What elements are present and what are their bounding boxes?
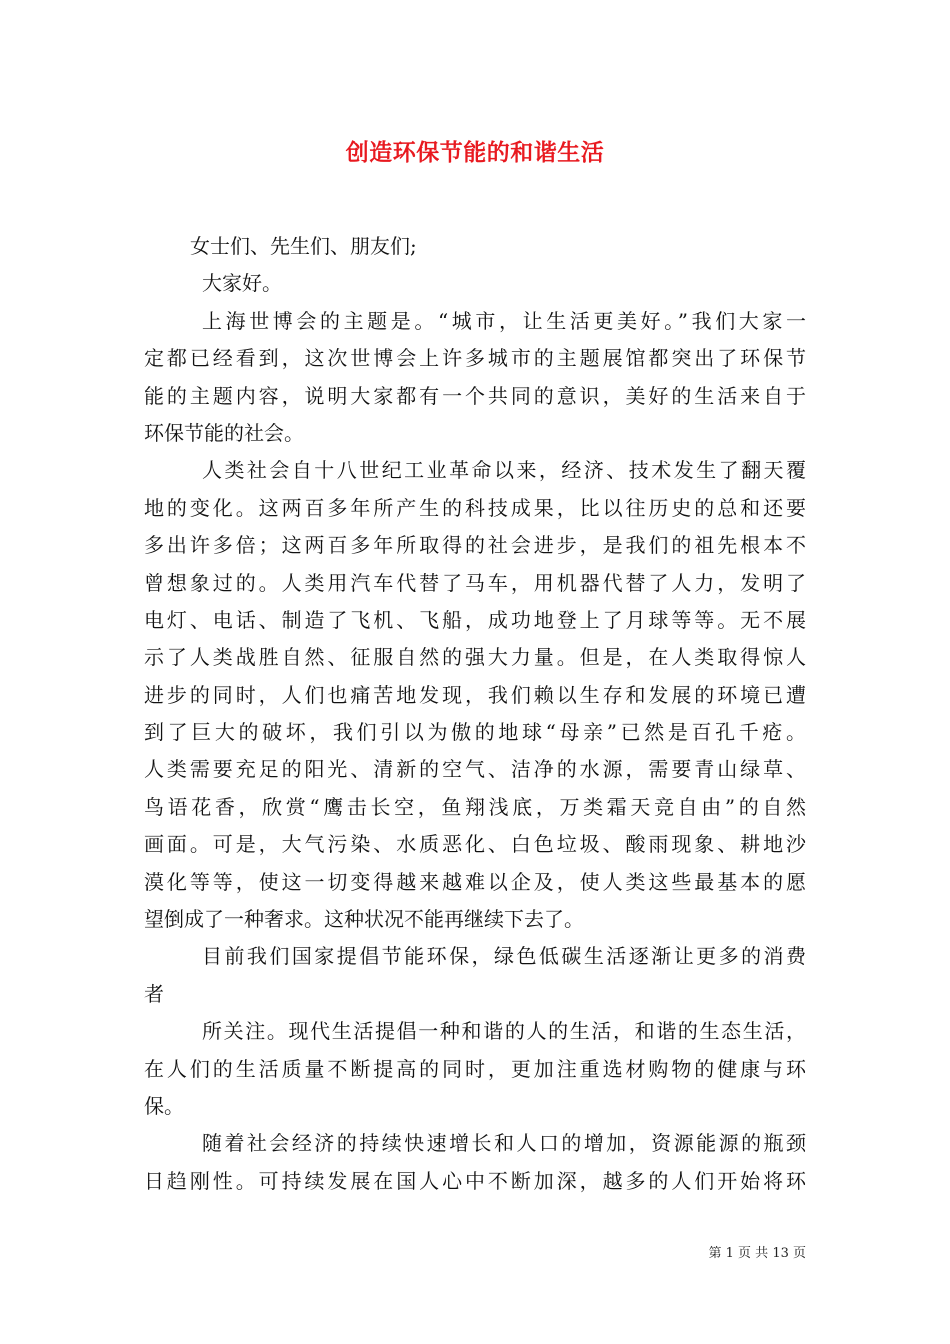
- body-line: 定都已经看到，这次世博会上许多城市的主题展馆都突出了环保节: [144, 346, 806, 371]
- body-line: 保。: [144, 1093, 184, 1118]
- body-line: 画面。可是，大气污染、水质恶化、白色垃圾、酸雨现象、耕地沙: [144, 832, 806, 857]
- body-line: 多出许多倍；这两百多年所取得的社会进步，是我们的祖先根本不: [144, 533, 806, 558]
- document-title: 创造环保节能的和谐生活: [345, 139, 605, 166]
- page-number: 第 1 页 共 13 页: [708, 1246, 806, 1261]
- body-line: 地的变化。这两百多年所产生的科技成果，比以往历史的总和还要: [144, 495, 806, 520]
- body-line: 电灯、电话、制造了飞机、飞船，成功地登上了月球等等。无不展: [144, 607, 806, 632]
- body-line: 能的主题内容，说明大家都有一个共同的意识，美好的生活来自于: [144, 383, 806, 408]
- body-line: 所关注。现代生活提倡一种和谐的人的生活，和谐的生态生活，: [202, 1019, 806, 1044]
- body-line: 环保节能的社会。: [144, 420, 304, 445]
- body-line: 人类需要充足的阳光、清新的空气、洁净的水源，需要青山绿草、: [144, 757, 806, 782]
- body-line: 人类社会自十八世纪工业革命以来，经济、技术发生了翻天覆: [202, 458, 806, 483]
- body-line: 女士们、先生们、朋友们;: [190, 234, 417, 258]
- body-line: 日趋刚性。可持续发展在国人心中不断加深，越多的人们开始将环: [144, 1168, 806, 1193]
- body-line: 漠化等等，使这一切变得越来越难以企及，使人类这些最基本的愿: [144, 869, 806, 894]
- document-body: [144, 228, 806, 1200]
- body-line: 者: [144, 981, 164, 1006]
- body-line: 鸟语花香，欣赏“鹰击长空，鱼翔浅底，万类霜天竞自由”的自然: [144, 794, 806, 819]
- body-line: 大家好。: [202, 271, 282, 296]
- body-line: 到了巨大的破坏，我们引以为傲的地球“母亲”已然是百孔千疮。: [144, 720, 806, 745]
- body-line: 上海世博会的主题是。“城市，让生活更美好。”我们大家一: [202, 308, 806, 333]
- body-line: 在人们的生活质量不断提高的同时，更加注重选材购物的健康与环: [144, 1056, 806, 1081]
- body-line: 目前我们国家提倡节能环保，绿色低碳生活逐渐让更多的消费: [202, 944, 806, 969]
- body-line: 随着社会经济的持续快速增长和人口的增加，资源能源的瓶颈: [202, 1131, 806, 1156]
- body-line: 进步的同时，人们也痛苦地发现，我们赖以生存和发展的环境已遭: [144, 682, 806, 707]
- body-line: 示了人类战胜自然、征服自然的强大力量。但是，在人类取得惊人: [144, 645, 806, 670]
- body-line: 望倒成了一种奢求。这种状况不能再继续下去了。: [144, 907, 584, 932]
- body-line: 曾想象过的。人类用汽车代替了马车，用机器代替了人力，发明了: [144, 570, 806, 595]
